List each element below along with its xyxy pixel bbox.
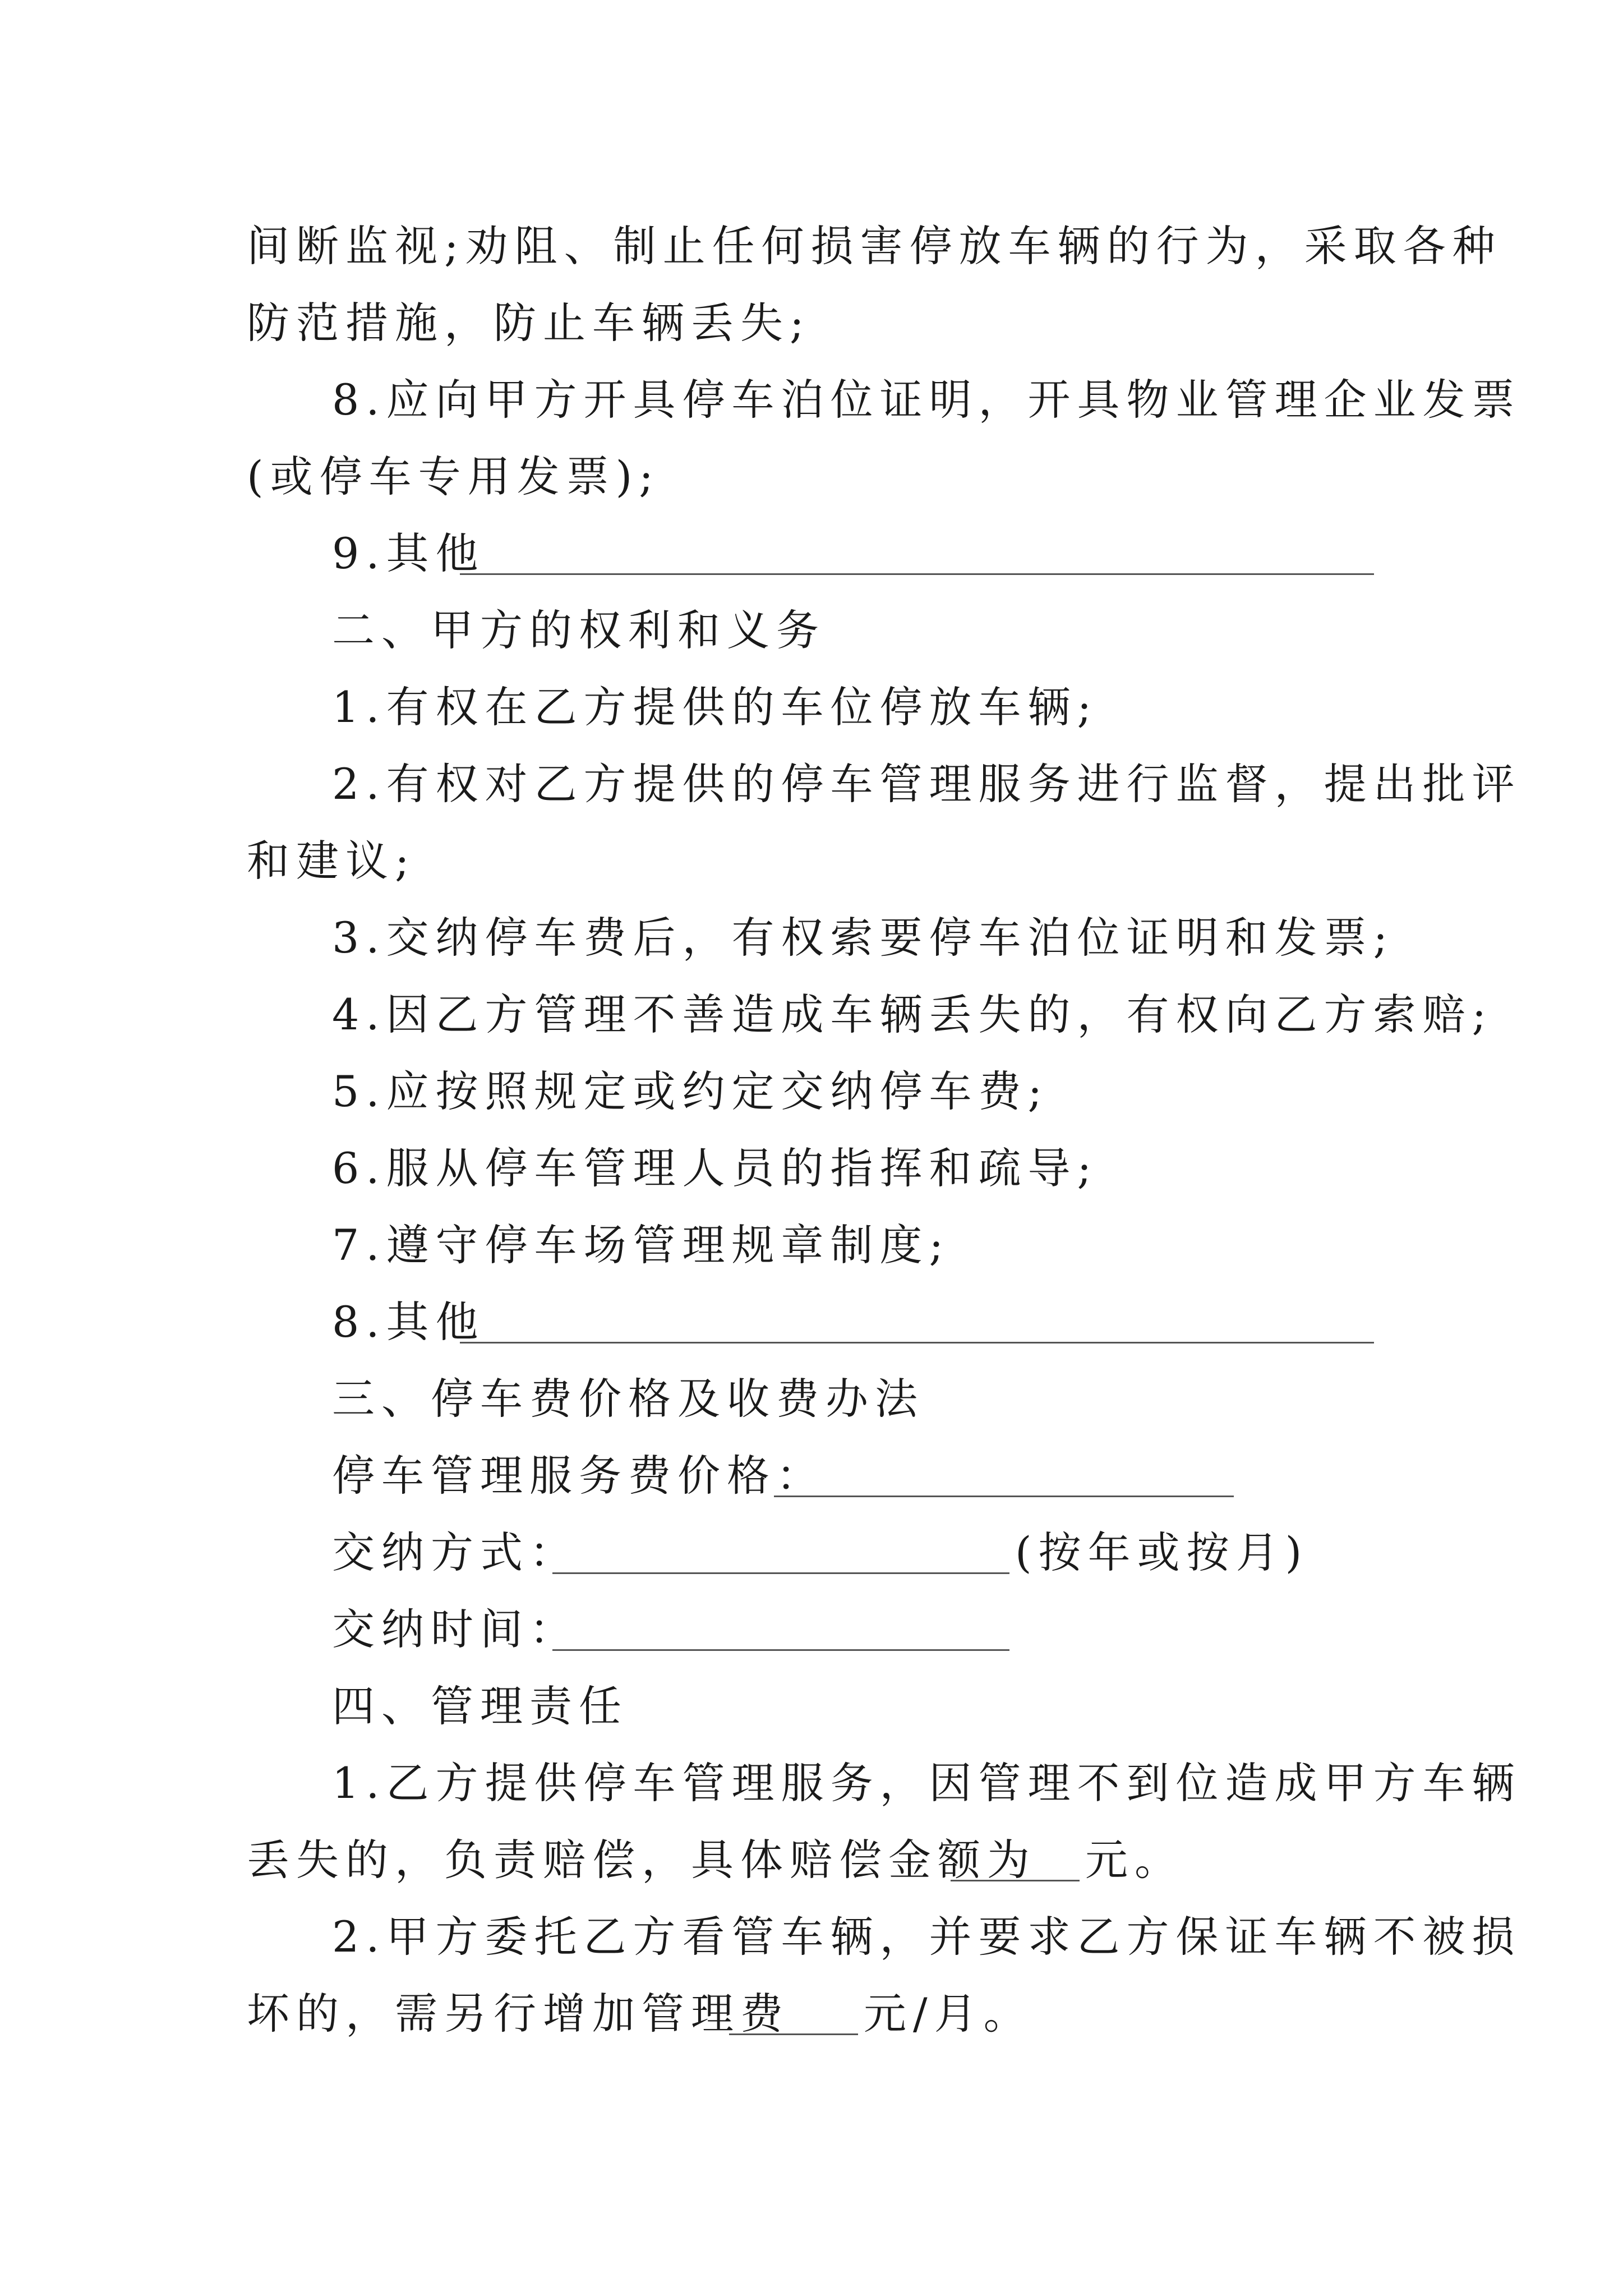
text-line — [247, 1053, 1374, 1130]
text-line — [247, 1283, 1374, 1360]
clause-text: 8.应向甲方开具停车泊位证明，开具物业管理企业发票 — [332, 375, 1521, 425]
text-line — [247, 1514, 1374, 1591]
blank-field-payment-method — [552, 1572, 1009, 1574]
clause-text: 1.乙方提供停车管理服务，因管理不到位造成甲方车辆 — [332, 1758, 1521, 1808]
clause-text: 8.其他 — [332, 1297, 485, 1347]
heading-text: 二、甲方的权利和义务 — [332, 605, 826, 655]
text-line — [247, 361, 1521, 438]
section-heading — [247, 592, 1374, 669]
blank-field-compensation — [951, 1880, 1080, 1881]
text-line — [247, 208, 1502, 284]
clause-text: 7.遵守停车场管理规章制度; — [332, 1220, 951, 1270]
paragraph-text: 防范措施，防止车辆丢失; — [247, 298, 811, 348]
section-heading — [247, 1668, 1374, 1745]
field-label: 交纳方式： — [332, 1527, 579, 1577]
text-line — [247, 976, 1493, 1053]
unit-text: 元/月。 — [864, 1989, 1033, 2039]
blank-field-other-1 — [460, 573, 1374, 575]
document-page — [247, 208, 1521, 2052]
text-line — [247, 1975, 1374, 2052]
text-line — [247, 669, 1374, 746]
clause-text: 5.应按照规定或约定交纳停车费; — [332, 1066, 1049, 1116]
text-line — [247, 1130, 1374, 1207]
text-line — [247, 1898, 1521, 1975]
text-line — [247, 1745, 1521, 1821]
field-note: (按年或按月) — [1015, 1527, 1309, 1577]
clause-text: 9.其他 — [332, 528, 485, 578]
text-line — [247, 822, 1374, 899]
heading-text: 三、停车费价格及收费办法 — [332, 1374, 924, 1424]
text-line — [247, 438, 1374, 515]
unit-text: 元。 — [1085, 1835, 1184, 1885]
text-line — [247, 899, 1395, 976]
field-label: 停车管理服务费价格： — [332, 1451, 826, 1501]
clause-text: 2.有权对乙方提供的停车管理服务进行监督，提出批评 — [332, 759, 1521, 809]
text-line — [247, 1437, 1374, 1514]
blank-field-price — [774, 1496, 1234, 1497]
clause-text: 1.有权在乙方提供的车位停放车辆; — [332, 682, 1099, 732]
blank-field-extra-fee — [729, 2033, 858, 2035]
text-line — [247, 1821, 1374, 1898]
field-label: 交纳时间： — [332, 1604, 579, 1654]
text-line — [247, 284, 1374, 361]
blank-field-payment-time — [552, 1649, 1009, 1651]
text-line — [247, 515, 1374, 592]
section-heading — [247, 1360, 1374, 1437]
clause-text: 3.交纳停车费后，有权索要停车泊位证明和发票; — [332, 913, 1395, 963]
text-line — [247, 1591, 1374, 1668]
paragraph-text: 间断监视;劝阻、制止任何损害停放车辆的行为，采取各种 — [247, 221, 1502, 271]
paragraph-text: 坏的，需另行增加管理费 — [247, 1989, 790, 2039]
clause-text: 4.因乙方管理不善造成车辆丢失的，有权向乙方索赔; — [332, 990, 1493, 1039]
blank-field-other-2 — [460, 1342, 1374, 1343]
paragraph-text: 丢失的，负责赔偿，具体赔偿金额为 — [247, 1835, 1036, 1885]
text-line — [247, 1207, 1374, 1283]
paragraph-text: (或停车专用发票); — [247, 452, 660, 501]
clause-text: 6.服从停车管理人员的指挥和疏导; — [332, 1143, 1099, 1193]
heading-text: 四、管理责任 — [332, 1681, 628, 1731]
text-line — [247, 746, 1521, 822]
paragraph-text: 和建议; — [247, 836, 416, 886]
clause-text: 2.甲方委托乙方看管车辆，并要求乙方保证车辆不被损 — [332, 1912, 1521, 1962]
